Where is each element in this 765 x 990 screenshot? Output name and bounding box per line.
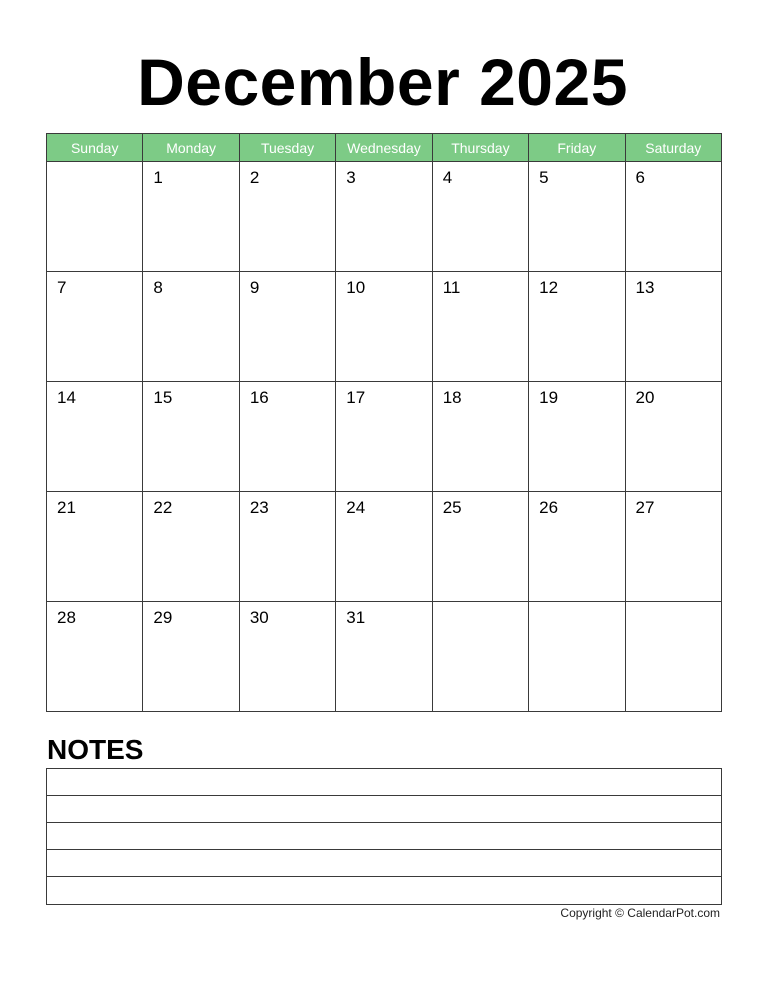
note-line	[47, 850, 721, 877]
day-cell: 18	[432, 382, 528, 492]
day-cell: 7	[47, 272, 143, 382]
day-cell: 10	[336, 272, 432, 382]
day-cell: 5	[529, 162, 625, 272]
day-cell: 30	[239, 602, 335, 712]
month-calendar-grid	[46, 133, 722, 712]
note-line	[47, 769, 721, 796]
weekday-header-monday: Monday	[143, 134, 239, 162]
day-cell: 15	[143, 382, 239, 492]
day-cell: 28	[47, 602, 143, 712]
day-cell: 26	[529, 492, 625, 602]
week-row	[47, 162, 722, 272]
day-cell	[529, 602, 625, 712]
day-cell: 17	[336, 382, 432, 492]
week-row	[47, 272, 722, 382]
week-row	[47, 382, 722, 492]
day-cell: 4	[432, 162, 528, 272]
day-cell: 12	[529, 272, 625, 382]
week-row	[47, 492, 722, 602]
copyright-text: Copyright © CalendarPot.com	[560, 906, 720, 920]
day-cell	[432, 602, 528, 712]
note-line	[47, 796, 721, 823]
weekday-header-sunday: Sunday	[47, 134, 143, 162]
notes-box	[46, 768, 722, 905]
day-cell: 8	[143, 272, 239, 382]
day-cell: 19	[529, 382, 625, 492]
day-cell: 2	[239, 162, 335, 272]
day-cell: 23	[239, 492, 335, 602]
day-cell: 24	[336, 492, 432, 602]
day-cell: 27	[625, 492, 721, 602]
weekday-header-saturday: Saturday	[625, 134, 721, 162]
note-line	[47, 877, 721, 904]
day-cell: 25	[432, 492, 528, 602]
day-cell: 29	[143, 602, 239, 712]
week-row	[47, 602, 722, 712]
day-cell: 14	[47, 382, 143, 492]
day-cell: 16	[239, 382, 335, 492]
notes-title: NOTES	[47, 734, 144, 765]
note-line	[47, 823, 721, 850]
weekday-header-friday: Friday	[529, 134, 625, 162]
weekday-header-row	[47, 134, 722, 162]
day-cell: 11	[432, 272, 528, 382]
day-cell: 6	[625, 162, 721, 272]
day-cell: 20	[625, 382, 721, 492]
day-cell: 31	[336, 602, 432, 712]
day-cell: 3	[336, 162, 432, 272]
day-cell: 1	[143, 162, 239, 272]
day-cell	[47, 162, 143, 272]
day-cell: 13	[625, 272, 721, 382]
weekday-header-thursday: Thursday	[432, 134, 528, 162]
day-cell: 22	[143, 492, 239, 602]
day-cell	[625, 602, 721, 712]
weekday-header-wednesday: Wednesday	[336, 134, 432, 162]
page-title: December 2025	[137, 45, 628, 119]
day-cell: 9	[239, 272, 335, 382]
day-cell: 21	[47, 492, 143, 602]
weekday-header-tuesday: Tuesday	[239, 134, 335, 162]
